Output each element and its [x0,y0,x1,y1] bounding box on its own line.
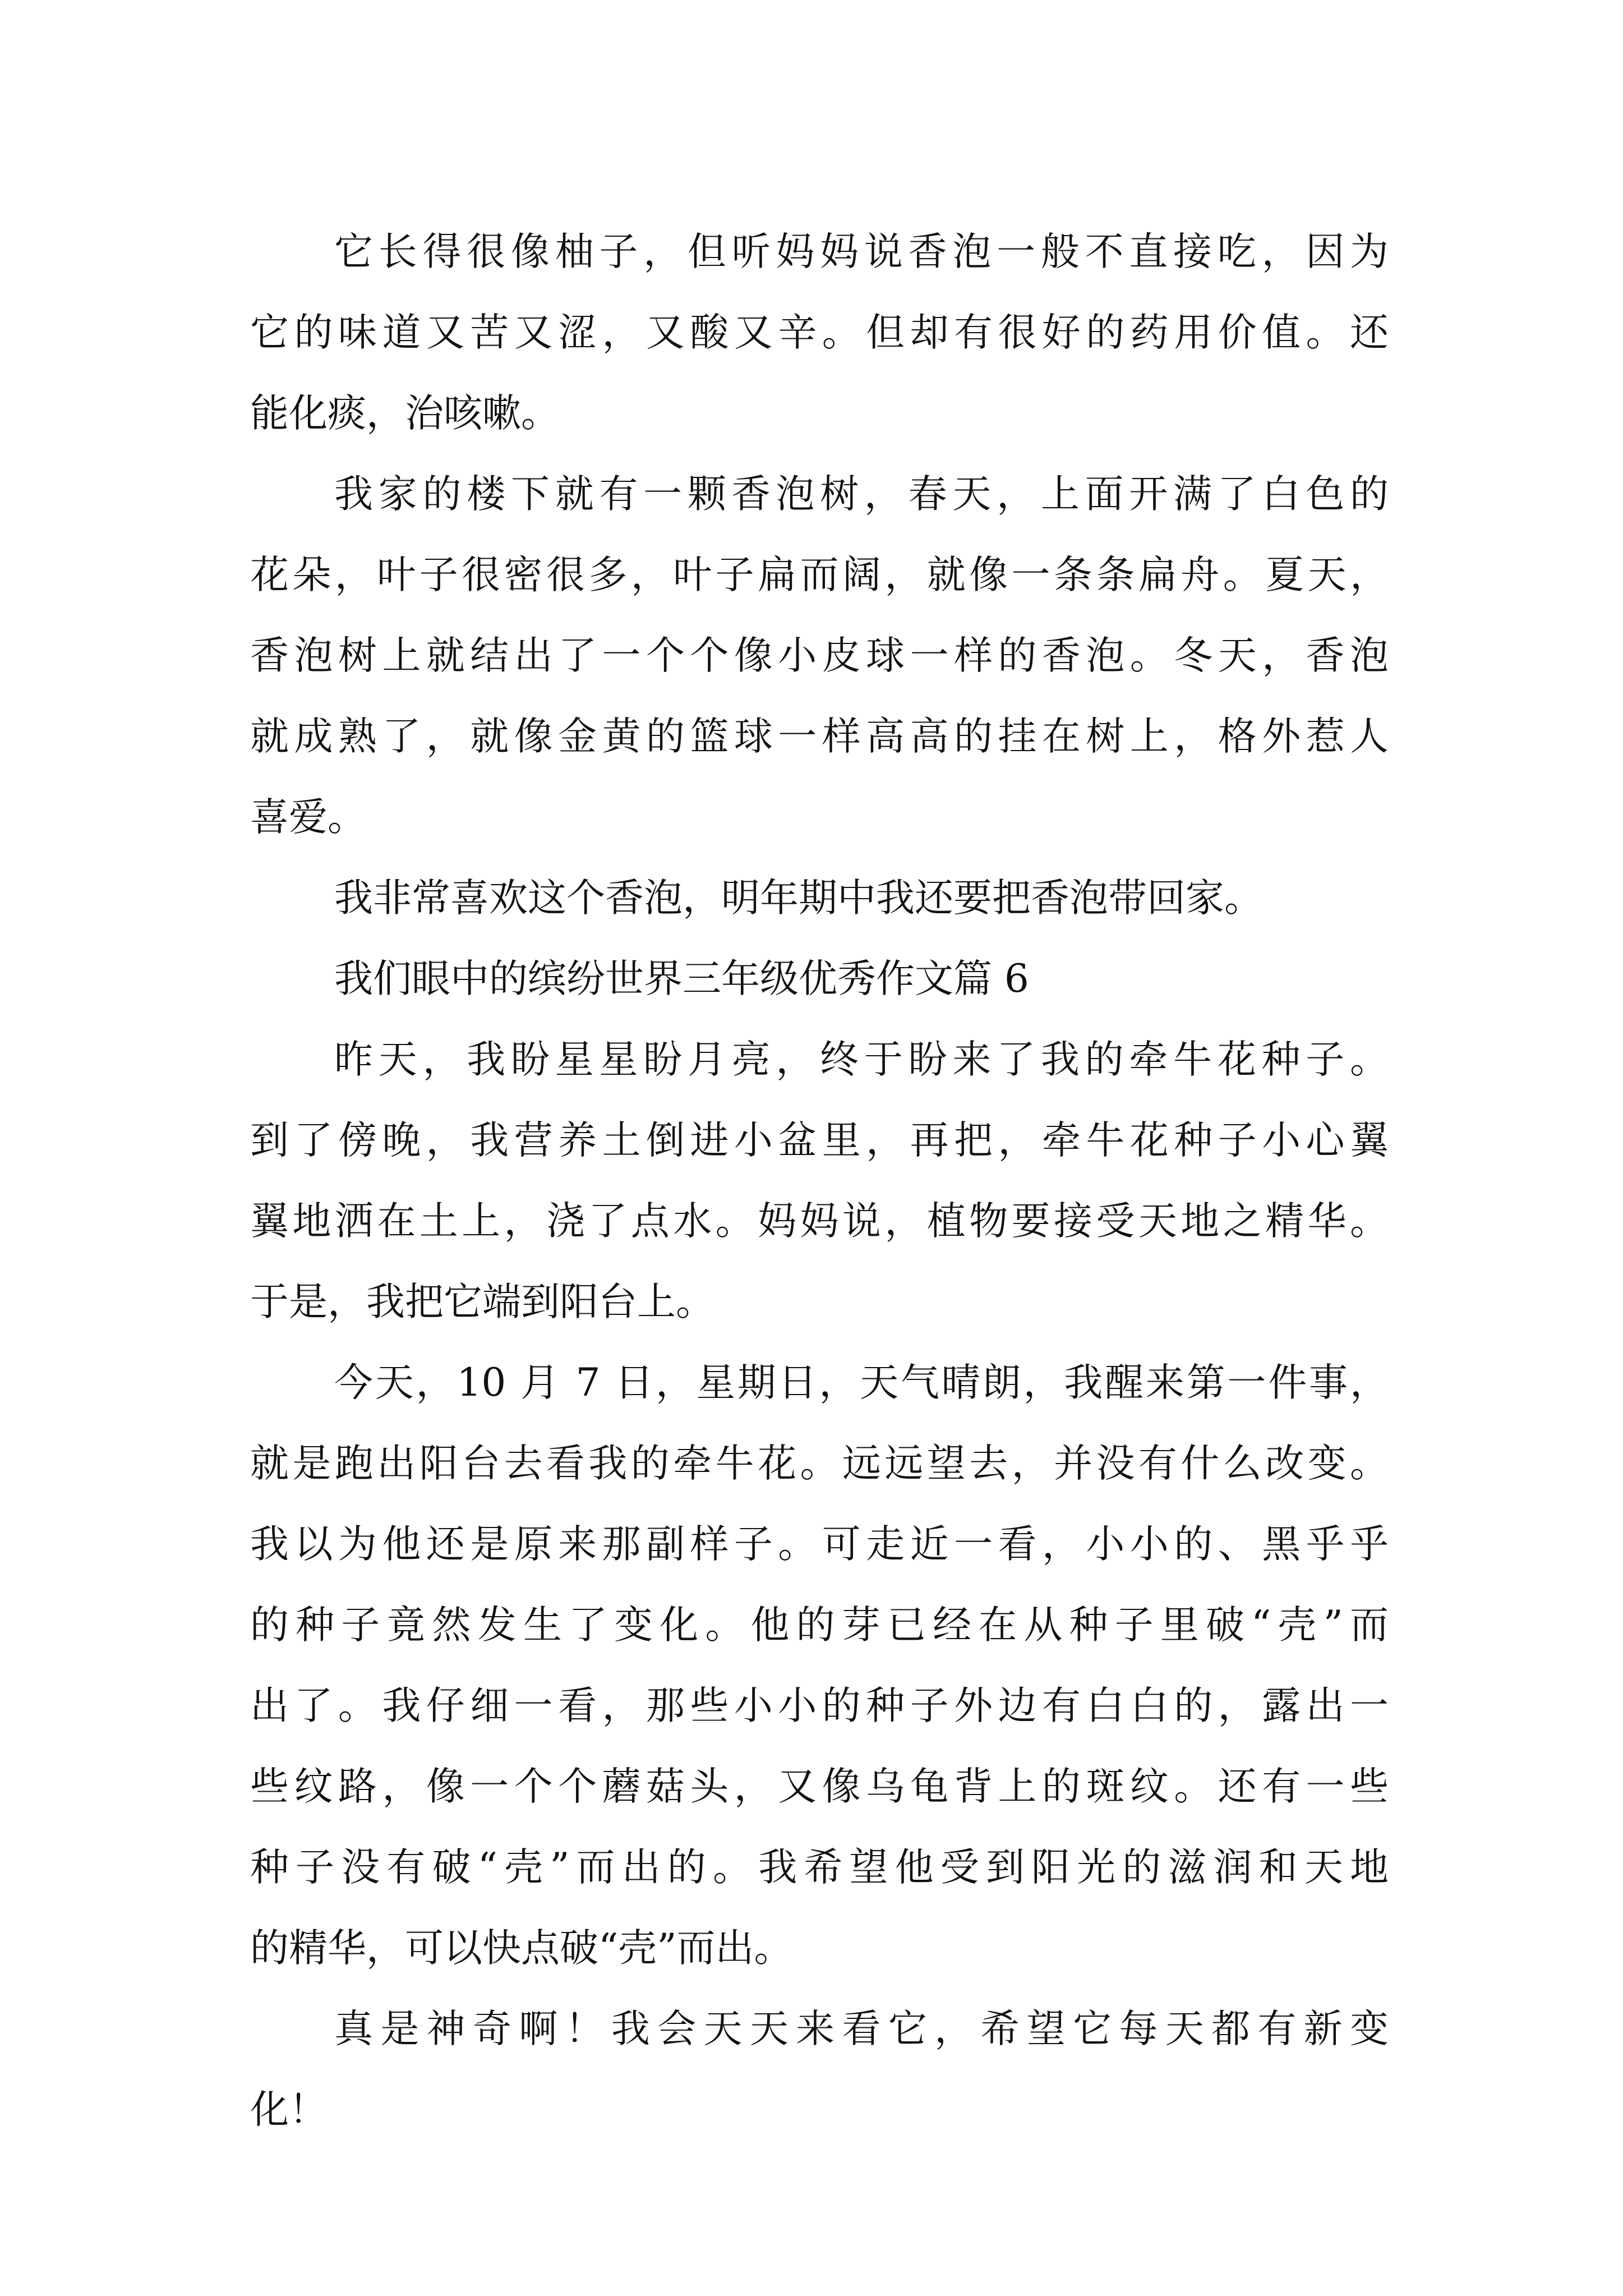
text-line-12: 到了傍晚，我营养土倒进小盆里，再把，牵牛花种子小心翼 [250,1118,1389,1163]
text-line-1: 它长得很像柚子，但听妈妈说香泡一般不直接吃，因为 [334,229,1389,274]
text-line-20: 些纹路，像一个个蘑菇头，又像乌龟背上的斑纹。还有一些 [250,1764,1389,1809]
text-line-17: 我以为他还是原来那副样子。可走近一看，小小的、黑乎乎 [250,1522,1389,1567]
text-line-7: 就成熟了，就像金黄的篮球一样高高的挂在树上，格外惹人 [250,714,1389,759]
text-line-15: 今天，10 月 7 日，星期日，天气晴朗，我醒来第一件事， [334,1360,1389,1405]
text-line-18: 的种子竟然发生了变化。他的芽已经在从种子里破“壳”而 [250,1603,1389,1648]
text-line-22: 的精华，可以快点破“壳”而出。 [250,1926,793,1971]
text-line-23: 真是神奇啊！我会天天来看它，希望它每天都有新变 [334,2007,1389,2051]
text-line-13: 翼地洒在土上，浇了点水。妈妈说，植物要接受天地之精华。 [250,1199,1389,1244]
text-line-2: 它的味道又苦又涩，又酸又辛。但却有很好的药用价值。还 [250,310,1389,355]
section-heading: 我们眼中的缤纷世界三年级优秀作文篇 6 [334,956,1029,1001]
text-line-14: 于是，我把它端到阳台上。 [250,1280,714,1324]
text-line-19: 出了。我仔细一看，那些小小的种子外边有白白的，露出一 [250,1683,1389,1728]
text-line-11: 昨天，我盼星星盼月亮，终于盼来了我的牵牛花种子。 [334,1037,1389,1082]
text-line-16: 就是跑出阳台去看我的牵牛花。远远望去，并没有什么改变。 [250,1441,1389,1486]
text-line-6: 香泡树上就结出了一个个像小皮球一样的香泡。冬天，香泡 [250,633,1389,678]
text-line-3: 能化痰，治咳嗽。 [250,391,560,436]
text-line-9: 我非常喜欢这个香泡，明年期中我还要把香泡带回家。 [334,876,1263,921]
text-line-5: 花朵，叶子很密很多，叶子扁而阔，就像一条条扁舟。夏天， [250,553,1389,597]
text-line-24: 化！ [250,2087,328,2132]
essay-text [250,211,1389,2150]
text-line-8: 喜爱。 [250,795,366,840]
text-line-4: 我家的楼下就有一颗香泡树，春天，上面开满了白色的 [334,472,1389,517]
text-line-21: 种子没有破“壳”而出的。我希望他受到阳光的滋润和天地 [250,1845,1389,1890]
